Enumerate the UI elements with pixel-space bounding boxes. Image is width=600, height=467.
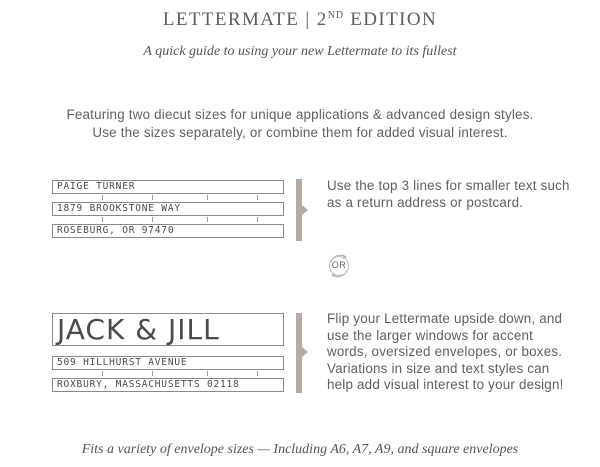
small-stencil-pointer	[302, 205, 308, 215]
stencil-window-1: PAIGE TURNER	[52, 180, 284, 194]
footer-note: Fits a variety of envelope sizes — Including A6, A7, A9, and square envelopes	[81, 442, 519, 457]
page-subtitle: A quick guide to using your new Lettermate to its fullest	[143, 44, 457, 59]
large-stencil	[52, 313, 286, 395]
intro-line-2: Use the sizes separately, or combine them for added visual interest.	[92, 125, 508, 140]
title-end: EDITION	[344, 9, 438, 30]
guide-tick	[102, 217, 103, 222]
title-superscript: ND	[327, 10, 345, 21]
guide-tick	[152, 371, 153, 376]
intro-line-1: Featuring two diecut sizes for unique applications & advanced design styles.	[66, 107, 534, 122]
stencil-window-4: 509 HILLHURST AVENUE	[52, 356, 284, 370]
guide-tick	[152, 217, 153, 222]
stencil-big-window: JACK & JILL	[52, 313, 284, 346]
small-stencil-description: Use the top 3 lines for smaller text such as a return address or postcard.	[327, 178, 570, 210]
or-label: OR	[331, 260, 347, 270]
guide-tick	[257, 195, 258, 200]
guide-tick	[102, 195, 103, 200]
title-main: LETTERMATE | 2	[162, 9, 328, 30]
intro-text	[20, 106, 580, 142]
large-stencil-pointer	[302, 347, 308, 357]
guide-tick	[207, 371, 208, 376]
page-title	[0, 9, 600, 31]
guide-tick	[102, 371, 103, 376]
guide-tick	[257, 217, 258, 222]
stencil-window-2: 1879 BROOKSTONE WAY	[52, 202, 284, 216]
guide-tick	[152, 195, 153, 200]
guide-tick	[207, 195, 208, 200]
small-stencil	[52, 178, 286, 242]
or-divider	[325, 252, 353, 280]
large-stencil-description: Flip your Lettermate upside down, and use the larger windows for accent words, oversized envelopes, or boxes. Variations in size and text styles can help add visual interest to your design!	[327, 311, 564, 392]
guide-tick	[257, 371, 258, 376]
guide-tick	[207, 217, 208, 222]
stencil-window-5: ROXBURY, MASSACHUSETTS 02118	[52, 378, 284, 392]
stencil-window-3: ROSEBURG, OR 97470	[52, 224, 284, 238]
